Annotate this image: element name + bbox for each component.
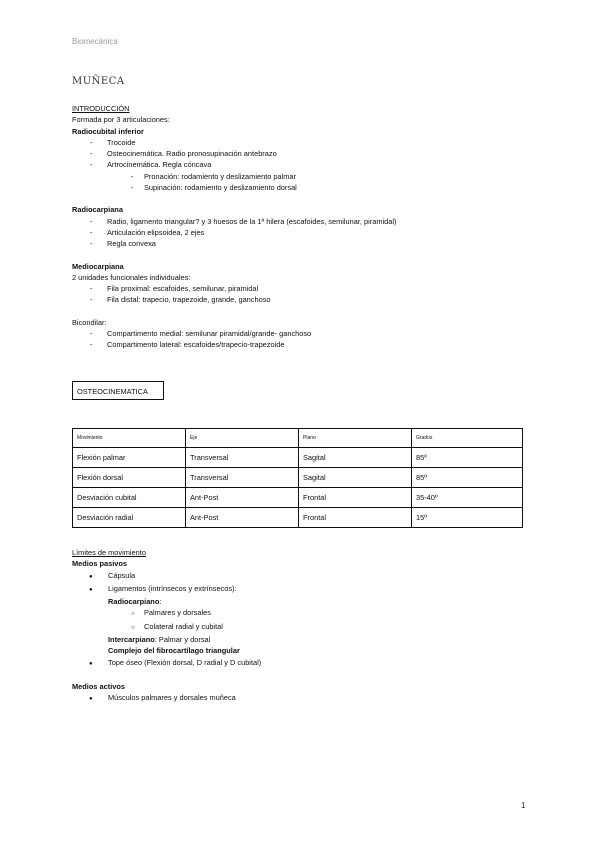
table-row	[73, 488, 523, 508]
page-header: Biomecánica	[72, 37, 118, 46]
table-cell: Desviación cubital	[73, 488, 186, 508]
list-item: - Fila proximal: escafoides, semilunar, piramidal	[90, 284, 259, 294]
table-row	[73, 508, 523, 528]
list-item: - Artrocinemática. Regla cóncava	[90, 160, 212, 170]
table-header-cell: Plano	[299, 429, 412, 448]
table-cell: Transversal	[186, 468, 299, 488]
mediocarpiana-intro: 2 unidades funcionales individuales:	[72, 272, 191, 282]
table-cell: Frontal	[299, 508, 412, 528]
table-cell: Sagital	[299, 448, 412, 468]
table-cell: 85º	[412, 468, 523, 488]
bicondilar-title: Bicondilar:	[72, 317, 107, 327]
list-subitem: ○ Palmares y dorsales	[131, 608, 211, 618]
list-item: - Articulación elipsoidea, 2 ejes	[90, 227, 205, 237]
list-item: - Regla convexa	[90, 239, 156, 249]
table-cell: 85º	[412, 448, 523, 468]
limits-section	[72, 547, 528, 706]
osteocinematica-box: OSTEOCINEMATICA	[72, 381, 164, 400]
list-item: ● Cápsula	[89, 570, 136, 580]
list-item: - Osteocinemática. Radio pronosupinación antebrazo	[90, 149, 277, 159]
list-item: ● Músculos palmares y dorsales muñeca	[89, 693, 236, 703]
list-item: - Fila distal: trapecio, trapezoide, grande, ganchoso	[90, 295, 271, 305]
intro-formed: Formada por 3 articulaciones:	[72, 115, 170, 125]
table-header-cell: Movimiento	[73, 429, 186, 448]
table-header-cell: Eje	[186, 429, 299, 448]
table-cell: Ant-Post	[186, 508, 299, 528]
intro-section	[72, 103, 528, 421]
medios-pasivos-title: Medios pasivos	[72, 559, 128, 569]
table-cell: Flexión dorsal	[73, 468, 186, 488]
table-cell: Sagital	[299, 468, 412, 488]
mediocarpiana-title: Mediocarpiana	[72, 261, 124, 271]
table-cell: 35-40º	[412, 488, 523, 508]
table-cell: Ant-Post	[186, 488, 299, 508]
list-item: - Trocoide	[90, 137, 136, 147]
table-row	[73, 448, 523, 468]
page-title: muñeca	[72, 72, 125, 88]
list-subitem: - Supinación: rodamiento y deslizamiento dorsal	[131, 183, 297, 193]
table-row	[73, 468, 523, 488]
list-item: ● Ligamentos (intrínsecos y extrínsecos):	[89, 583, 237, 593]
list-subitem: - Pronación: rodamiento y deslizamiento palmar	[131, 171, 296, 181]
list-subitem: ○ Colateral radial y cubital	[131, 621, 223, 631]
limits-heading: Límites de movimiento	[72, 548, 146, 557]
table-header-row	[73, 429, 523, 448]
osteocinematica-table	[72, 428, 523, 528]
list-item: ● Tope óseo (Flexión dorsal, D radial y D cubital)	[89, 657, 262, 667]
table-cell: Flexión palmar	[73, 448, 186, 468]
list-item: - Compartimento lateral: escafoides/trapecio-trapezoide	[90, 340, 285, 350]
list-item: - Radio, ligamento triangular? y 3 huesos de la 1ª hilera (escafoides, semilunar, piramidal)	[90, 216, 397, 226]
radiocarpiano-label: Radiocarpiano:	[108, 597, 162, 607]
radiocubital-title: Radiocubital inferior	[72, 126, 144, 136]
table-header-cell: Grados	[412, 429, 523, 448]
medios-activos-title: Medios activos	[72, 681, 125, 691]
list-item: - Compartimento medial: semilunar piramidal/grande- ganchoso	[90, 329, 312, 339]
radiocarpiana-title: Radiocarpiana	[72, 205, 123, 215]
table-cell: Frontal	[299, 488, 412, 508]
intercarpiano-line: Intercarpiano: Palmar y dorsal	[108, 635, 211, 645]
complejo-line: Complejo del fibrocartílago triangular	[108, 646, 240, 656]
intro-heading: INTRODUCCIÓN	[72, 104, 130, 113]
table-cell: Transversal	[186, 448, 299, 468]
table-cell: Desviación radial	[73, 508, 186, 528]
table-cell: 15º	[412, 508, 523, 528]
page-number: 1	[521, 801, 526, 810]
